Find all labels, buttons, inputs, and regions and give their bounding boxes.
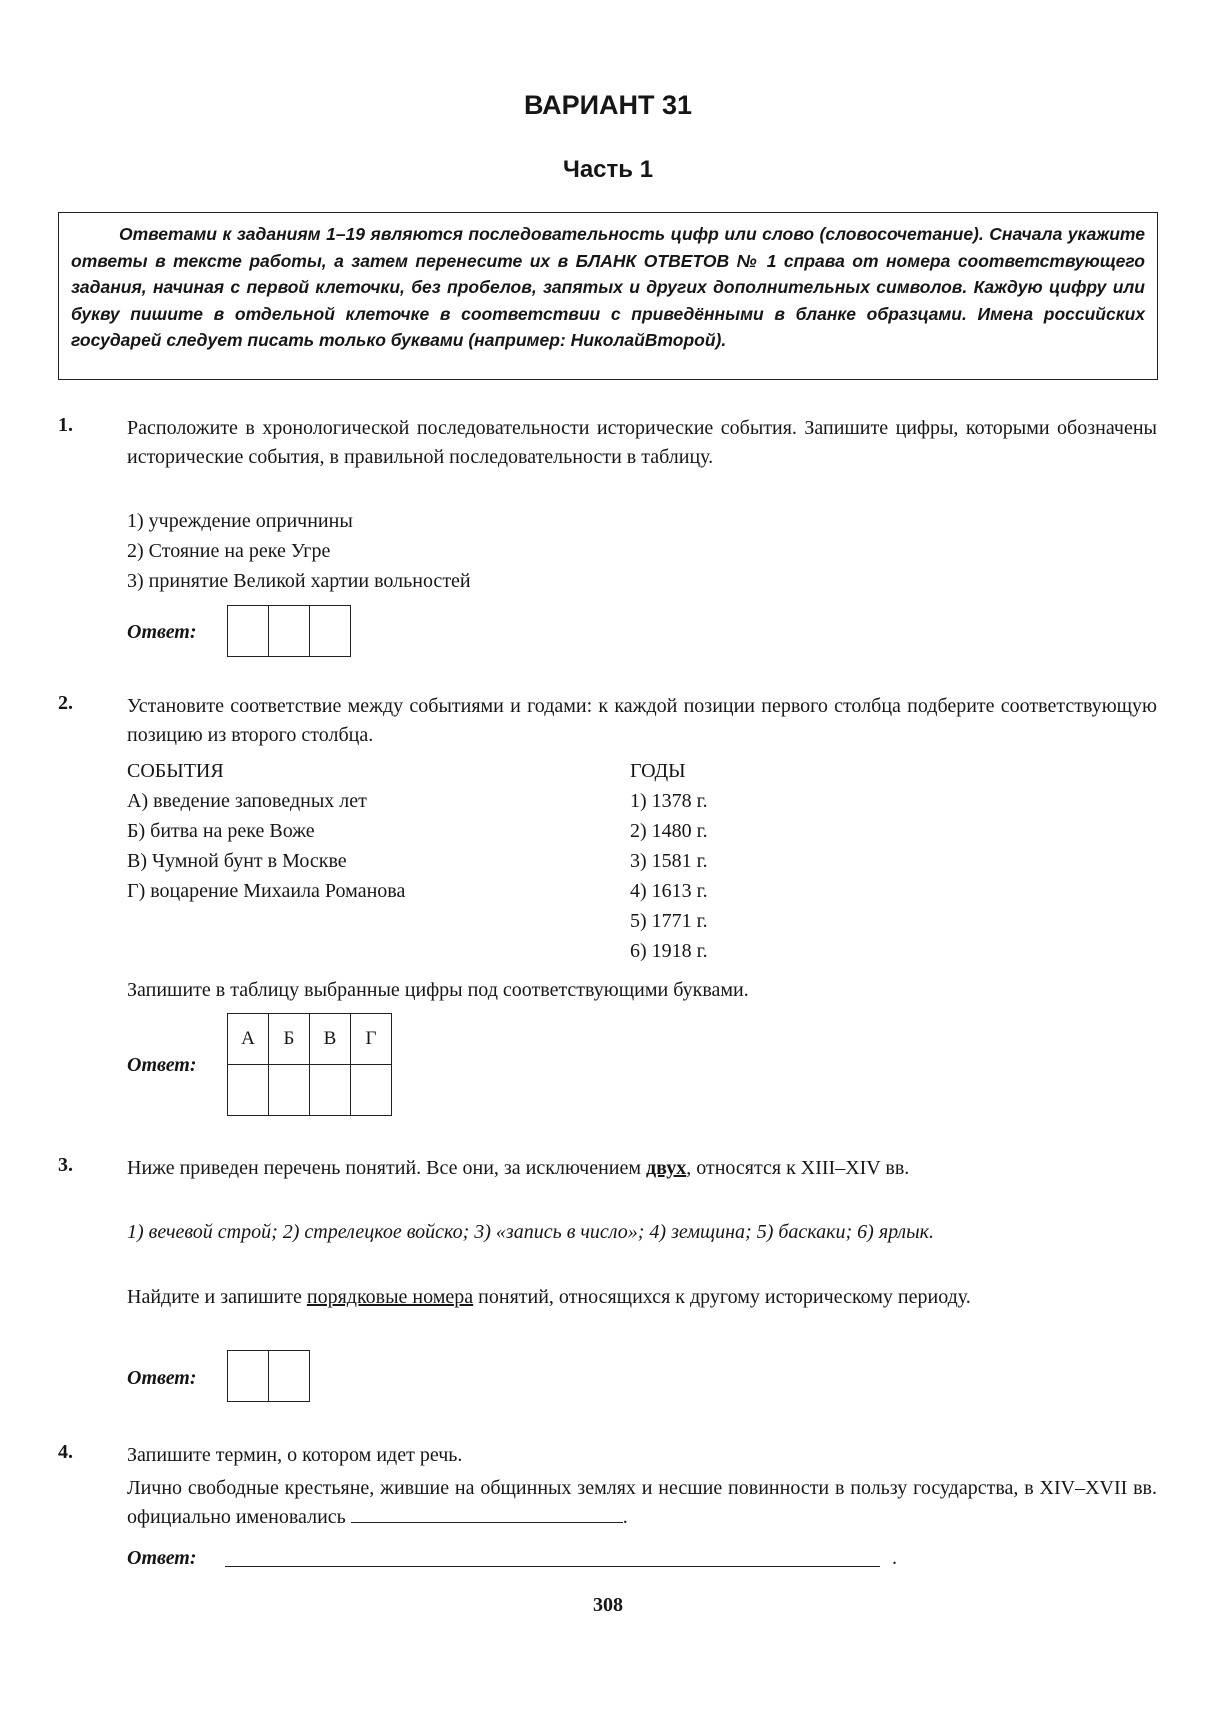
year-item: 6) 1918 г. (630, 940, 708, 962)
letter-cell: Г (351, 1014, 392, 1065)
text-part: , относятся к XIII–XIV вв. (686, 1157, 910, 1179)
instructions-box: Ответами к заданиям 1–19 являются последовательность цифр или слово (словосочетание). Сначала укажите ответы в тексте работы, а затем перенесите их в БЛАНК ОТВЕТОВ № 1 справа от номера соответствующего задания, начиная с первой клеточки, без пробелов, запятых и других дополнительных символов. Каждую цифру или букву пишите в отдельной клеточке в соответствии с приведёнными в бланке образцами. Имена российских государей следует писать только буквами (например: НиколайВторой). (58, 212, 1158, 380)
list-item: 1) учреждение опричнины (127, 510, 353, 532)
answer-cells[interactable] (227, 1350, 310, 1402)
part-title: Часть 1 (562, 156, 654, 183)
question-text (127, 1154, 1157, 1183)
emphasis-ordinal: порядковые номера (306, 1286, 474, 1308)
question-number: 1. (58, 414, 73, 436)
letter-cell: В (310, 1014, 351, 1065)
answer-label: Ответ: (127, 1054, 197, 1076)
events-header: СОБЫТИЯ (127, 760, 224, 782)
answer-label: Ответ: (127, 1367, 197, 1389)
question-number: 2. (58, 692, 73, 714)
text-part: Лично свободные крестьяне, жившие на общинных землях и несшие повинности в пользу государства, в XIV–XVII вв. официально именовались (127, 1477, 1157, 1528)
question-number: 4. (58, 1441, 73, 1463)
concepts-list: 1) вечевой строй; 2) стрелецкое войско; 3) «запись в число»; 4) земщина; 5) баскаки; 6) ярлык. (127, 1221, 934, 1243)
event-item: А) введение заповедных лет (127, 790, 367, 812)
year-item: 1) 1378 г. (630, 790, 708, 812)
answer-cell[interactable] (310, 606, 351, 657)
text-part: Найдите и запишите (127, 1286, 307, 1308)
event-item: Г) воцарение Михаила Романова (127, 880, 406, 902)
answer-cells[interactable] (227, 605, 351, 657)
answer-cell[interactable] (351, 1065, 392, 1116)
list-item: 3) принятие Великой хартии вольностей (127, 570, 471, 592)
year-item: 2) 1480 г. (630, 820, 708, 842)
answer-cell[interactable] (228, 1351, 269, 1402)
fill-blank (351, 1522, 623, 1523)
table-instruction: Запишите в таблицу выбранные цифры под соответствующими буквами. (127, 979, 749, 1001)
years-header: ГОДЫ (630, 760, 686, 782)
page-number: 308 (593, 1594, 623, 1616)
answer-label: Ответ: (127, 1547, 197, 1569)
year-item: 5) 1771 г. (630, 910, 708, 932)
text-part: понятий, относящихся к другому историческому периоду. (473, 1286, 971, 1308)
text-part: Ниже приведен перечень понятий. Все они, за исключением (127, 1157, 647, 1179)
question-text: Запишите термин, о котором идет речь. (127, 1444, 463, 1466)
event-item: Б) битва на реке Воже (127, 820, 315, 842)
emphasis-two: двух (646, 1157, 687, 1179)
answer-table[interactable] (227, 1013, 392, 1116)
letter-cell: Б (269, 1014, 310, 1065)
answer-cell[interactable] (310, 1065, 351, 1116)
answer-cell[interactable] (269, 1065, 310, 1116)
question-text: Расположите в хронологической последовательности исторические события. Запишите цифры, которыми обозначены исторические события, в правильной последовательности в таблицу. (127, 417, 1157, 468)
question-body: Лично свободные крестьяне, жившие на общинных землях и несшие повинности в пользу государства, в XIV–XVII вв. официально именовались . (127, 1477, 1157, 1528)
year-item: 3) 1581 г. (630, 850, 708, 872)
task-text (127, 1283, 1157, 1312)
answer-cell[interactable] (228, 606, 269, 657)
answer-cell[interactable] (269, 606, 310, 657)
question-text: Установите соответствие между событиями и годами: к каждой позиции первого столбца подберите соответствующую позицию из второго столбца. (127, 695, 1157, 746)
year-item: 4) 1613 г. (630, 880, 708, 902)
answer-cell[interactable] (228, 1065, 269, 1116)
answer-line[interactable] (225, 1566, 880, 1567)
answer-cell[interactable] (269, 1351, 310, 1402)
period: . (892, 1547, 897, 1569)
question-number: 3. (58, 1154, 73, 1176)
answer-label: Ответ: (127, 621, 197, 643)
variant-title: ВАРИАНТ 31 (523, 90, 693, 120)
event-item: В) Чумной бунт в Москве (127, 850, 347, 872)
letter-cell: А (228, 1014, 269, 1065)
list-item: 2) Стояние на реке Угре (127, 540, 331, 562)
